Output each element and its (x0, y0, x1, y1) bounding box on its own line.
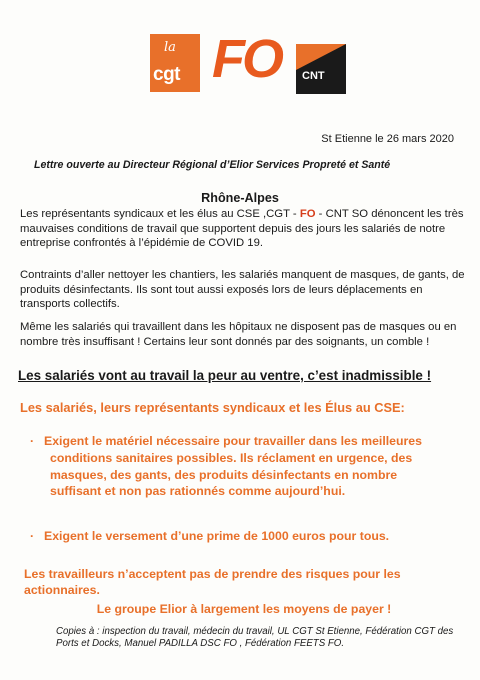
cnt-logo (296, 44, 346, 94)
demand-bonus (30, 528, 389, 545)
demand-equipment (30, 433, 450, 500)
bullet-dot: · (30, 434, 35, 448)
cgt-logo-la: la (164, 40, 176, 55)
demand-equipment-rest: conditions sanitaires possibles. Ils réclament en urgence, des masques, des gants, des produits désinfectants en nombre suffisant et non pas rationnés comme aujourd’hui. (50, 450, 413, 499)
demand-equipment-line1: Exigent le matériel nécessaire pour travailler dans les meilleures (44, 434, 422, 448)
cgt-logo-text: cgt (153, 64, 180, 85)
cgt-logo (150, 34, 200, 92)
closing-risks: Les travailleurs n’acceptent pas de prendre des risques pour les actionnaires. (24, 567, 401, 598)
closing-means: Le groupe Elior à largement les moyens de payer ! (96, 601, 392, 616)
closing-statement (24, 566, 464, 617)
fo-logo-text: FO (212, 29, 281, 89)
letter-date: St Etienne le 26 mars 2020 (321, 133, 454, 145)
fo-highlight: FO (299, 208, 316, 220)
cnt-logo-text: CNT (302, 70, 325, 82)
copies-list: Copies à : inspection du travail, médecin du travail, UL CGT St Etienne, Fédération CGT des Ports et Docks, Manuel PADILLA DSC FO , Fédération FEETS FO. (56, 626, 454, 650)
demand-bonus-text: Exigent le versement d’une prime de 1000 euros pour tous. (44, 529, 390, 543)
headline: Les salariés vont au travail la peur au ventre, c’est inadmissible ! (18, 368, 432, 383)
logo-bar (0, 28, 480, 98)
bullet-dot: · (30, 529, 35, 543)
paragraph-hospitals: Même les salariés qui travaillent dans les hôpitaux ne disposent pas de masques ou en nombre très insuffisant ! Certains leur sont donnés par des soignants, un comble ! (20, 321, 457, 348)
paragraph-intro-end: - CNT SO dénoncent les très mauvaises conditions de travail que supportent depuis des jours les salariés de notre entreprise confrontés à l’épidémie de COVID 19. (20, 208, 464, 250)
letter-subject: Lettre ouverte au Directeur Régional d’Elior Services Propreté et Santé (34, 159, 391, 171)
demands-intro: Les salariés, leurs représentants syndicaux et les Élus au CSE: (20, 400, 405, 415)
paragraph-intro-start: Les représentants syndicaux et les élus au CSE ,CGT - (20, 208, 300, 220)
cnt-logo-triangle (296, 44, 346, 70)
paragraph-shortages: Contraints d’aller nettoyer les chantiers, les salariés manquent de masques, de gants, de produits désinfectants. Ils sont tout aussi exposés lors de leurs déplacements en transports collectifs. (20, 269, 465, 311)
paragraph-intro (20, 207, 472, 251)
fo-logo (210, 28, 282, 92)
letter-region: Rhône-Alpes (201, 191, 279, 205)
